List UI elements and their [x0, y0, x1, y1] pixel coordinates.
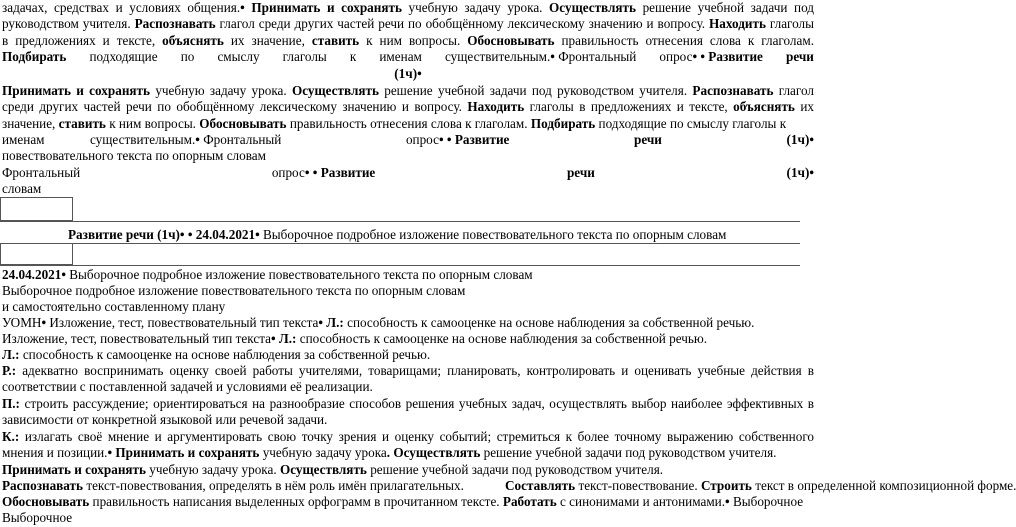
- b5-last-line: Выборочное: [2, 510, 73, 525]
- b5-recognize: Распознавать текст-повествования, определять в нём роль имён прилагательных.: [2, 478, 464, 493]
- paragraph-2: Принимать и сохранять учебную задачу урока. Осуществлять решение учебной задачи под руководством учителя. Распознавать глагол среди других частей речи по обобщённому лексическому значению и вопросу. Находить глаголы в предложениях и тексте, объяснять их значение, ставить к ним вопросы. Обосновывать правильность отнесения слова к глаголам. Подбирать подходящие по смыслу глаголы к: [2, 83, 814, 131]
- p2-line-6: повествовательного текста по опорным словам: [2, 148, 266, 163]
- b5-line-5: Изложение, тест, повествовательный тип текста• Л.: способность к самооценке на основе наблюдения за собственной речью.: [2, 331, 708, 346]
- table-cell-empty: [0, 243, 73, 265]
- b5-line-6: Л.: способность к самооценке на основе наблюдения за собственной речью.: [2, 347, 431, 362]
- b5-communicative: К.: излагать своё мнение и аргументировать свою точку зрения и оценку событий; стремиться к более точному выражению собственного мнения и позиции.• Принимать и сохранять учебную задачу урока. Осуществлять решение учебной задачи под руководством учителя.: [2, 429, 814, 461]
- b5-line-2: Выборочное подробное изложение повествовательного текста по опорным словам: [2, 283, 466, 298]
- paragraph-1: [2, 0, 814, 49]
- b5-line-1: 24.04.2021• Выборочное подробное изложение повествовательного текста по опорным словам: [2, 267, 533, 282]
- table-border: [0, 243, 800, 244]
- p1-line-5: (1ч)•: [394, 66, 422, 81]
- lesson-row-header: Развитие речи (1ч)• • 24.04.2021• Выборочное подробное изложение повествовательного текста по опорным словам: [68, 227, 727, 242]
- p2-line-5: существительным.• Фронтальный опрос• • Развитие речи (1ч)•: [90, 132, 814, 147]
- b5-cognitive: П.: строить рассуждение; ориентироваться на разнообразие способов решения учебных задач, осуществлять выбор наиболее эффективных в зависимости от конкретной языковой или речевой задачи.: [2, 396, 814, 428]
- table-border: [0, 221, 800, 222]
- p3-line-2: словам: [2, 181, 42, 196]
- p2-line-4: именам: [2, 132, 45, 147]
- p1-line-2: руководством учителя. Распознавать глагол среди других частей речи по обобщённому лексическому значению и вопросу. Находить глаголы: [2, 16, 814, 32]
- p1-line-1: задачах, средствах и условиях общения.• Принимать и сохранять учебную задачу урока. Осуществлять решение учебной задачи под: [2, 0, 815, 15]
- b5-line-3: и самостоятельно составленному плану: [2, 299, 226, 314]
- b5-line-4: УОМН• Изложение, тест, повествовательный тип текста• Л.: способность к самооценке на основе наблюдения за собственной речью.: [2, 315, 755, 330]
- p1-line-4: Подбирать подходящие по смыслу глаголы к именам существительным.• Фронтальный опрос• • Развитие речи: [2, 49, 814, 64]
- b5-accept-task: Принимать и сохранять учебную задачу урока. Осуществлять решение учебной задачи под руководством учителя.: [2, 462, 664, 477]
- p3-line-1: Фронтальный опрос• • Развитие речи (1ч)•: [2, 165, 814, 180]
- b5-justify-line: Обосновывать правильность написания выделенных орфограмм в прочитанном тексте. Работать с синонимами и антонимами.• Выборочное: [2, 494, 804, 509]
- b5-compose: Составлять текст-повествование. Строить текст в определенной композиционной форме.: [505, 478, 1016, 493]
- p1-line-3: в предложениях и тексте, объяснять их значение, ставить к ним вопросы. Обосновывать правильность отнесения слова к глаголам.: [2, 32, 814, 48]
- b5-regulatory: Р.: адекватно воспринимать оценку своей работы учителями, товарищами; планировать, контролировать и оценивать учебные действия в соответствии с поставленной задачей и условиями её реализации.: [2, 363, 814, 395]
- table-cell-empty: [0, 197, 73, 221]
- table-border: [0, 265, 800, 266]
